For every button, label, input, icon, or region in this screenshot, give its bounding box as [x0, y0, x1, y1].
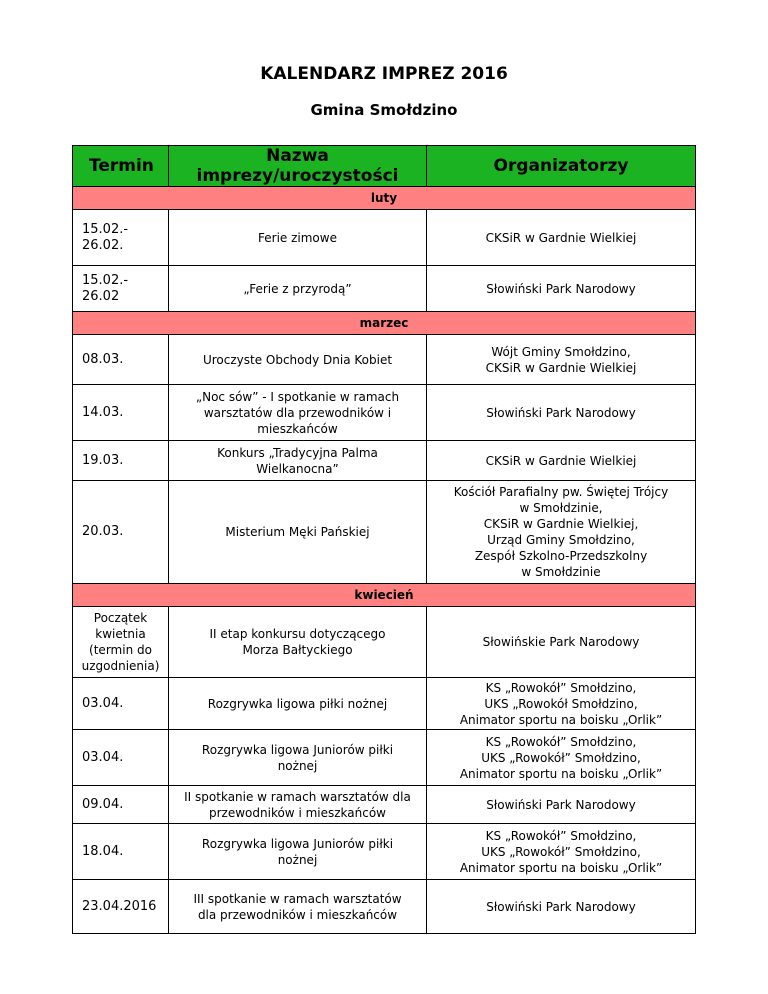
event-name: Uroczyste Obchody Dnia Kobiet: [169, 335, 427, 385]
event-organizers: Słowiński Park Narodowy: [427, 880, 696, 934]
event-date: 03.04.: [73, 678, 169, 730]
table-row: [73, 385, 696, 441]
event-organizers: Słowiński Park Narodowy: [427, 266, 696, 312]
event-organizers: CKSiR w Gardnie Wielkiej: [427, 441, 696, 481]
event-date: 23.04.2016: [73, 880, 169, 934]
event-date: 15.02.- 26.02.: [73, 210, 169, 266]
header-term: Termin: [73, 146, 169, 187]
table-row: [73, 335, 696, 385]
event-name: Rozgrywka ligowa Juniorów piłki nożnej: [169, 824, 427, 880]
month-row-luty: [73, 187, 696, 210]
document-title: KALENDARZ IMPREZ 2016: [260, 64, 508, 84]
event-date: 18.04.: [73, 824, 169, 880]
header-row: [73, 146, 696, 187]
event-name: Konkurs „Tradycyjna Palma Wielkanocna”: [169, 441, 427, 481]
table-row: [73, 441, 696, 481]
event-date: Początek kwietnia (termin do uzgodnienia): [73, 607, 169, 678]
event-name: Rozgrywka ligowa Juniorów piłki nożnej: [169, 730, 427, 786]
event-organizers: Słowiński Park Narodowy: [427, 786, 696, 824]
event-name: „Ferie z przyrodą”: [169, 266, 427, 312]
event-organizers: Kościół Parafialny pw. Świętej Trójcy w Smołdzinie, CKSiR w Gardnie Wielkiej, Urząd Gminy Smołdzino, Zespół Szkolno-Przedszkolny w Smołdzinie: [427, 481, 696, 584]
event-organizers: Słowiński Park Narodowy: [427, 385, 696, 441]
month-label: kwiecień: [73, 584, 696, 607]
event-name: II etap konkursu dotyczącego Morza Bałtyckiego: [169, 607, 427, 678]
table-row: [73, 481, 696, 584]
event-name: „Noc sów” - I spotkanie w ramach warsztatów dla przewodników i mieszkańców: [169, 385, 427, 441]
table-row: [73, 730, 696, 786]
event-organizers: KS „Rowokół” Smołdzino, UKS „Rowokół Smołdzino, Animator sportu na boisku „Orlik”: [427, 678, 696, 730]
month-row-kwiecien: [73, 584, 696, 607]
month-row-marzec: [73, 312, 696, 335]
table-row: [73, 880, 696, 934]
event-name: Ferie zimowe: [169, 210, 427, 266]
header-organizers: Organizatorzy: [427, 146, 696, 187]
event-name: Rozgrywka ligowa piłki nożnej: [169, 678, 427, 730]
document-subtitle: Gmina Smołdzino: [310, 101, 458, 119]
table-row: [73, 786, 696, 824]
event-organizers: KS „Rowokół” Smołdzino, UKS „Rowokół” Smołdzino, Animator sportu na boisku „Orlik”: [427, 824, 696, 880]
month-label: marzec: [73, 312, 696, 335]
event-organizers: Wójt Gminy Smołdzino, CKSiR w Gardnie Wielkiej: [427, 335, 696, 385]
table-row: [73, 607, 696, 678]
event-date: 08.03.: [73, 335, 169, 385]
event-name: II spotkanie w ramach warsztatów dla przewodników i mieszkańców: [169, 786, 427, 824]
table-row: [73, 824, 696, 880]
event-date: 19.03.: [73, 441, 169, 481]
table-row: [73, 266, 696, 312]
event-date: 03.04.: [73, 730, 169, 786]
event-date: 15.02.- 26.02: [73, 266, 169, 312]
table-row: [73, 210, 696, 266]
event-name: Misterium Męki Pańskiej: [169, 481, 427, 584]
events-table: [72, 145, 696, 934]
event-name: III spotkanie w ramach warsztatów dla przewodników i mieszkańców: [169, 880, 427, 934]
header-event: Nazwa imprezy/uroczystości: [169, 146, 427, 187]
event-date: 09.04.: [73, 786, 169, 824]
event-organizers: Słowińskie Park Narodowy: [427, 607, 696, 678]
table-row: [73, 678, 696, 730]
event-date: 20.03.: [73, 481, 169, 584]
event-date: 14.03.: [73, 385, 169, 441]
month-label: luty: [73, 187, 696, 210]
event-organizers: KS „Rowokół” Smołdzino, UKS „Rowokół” Smołdzino, Animator sportu na boisku „Orlik”: [427, 730, 696, 786]
event-organizers: CKSiR w Gardnie Wielkiej: [427, 210, 696, 266]
